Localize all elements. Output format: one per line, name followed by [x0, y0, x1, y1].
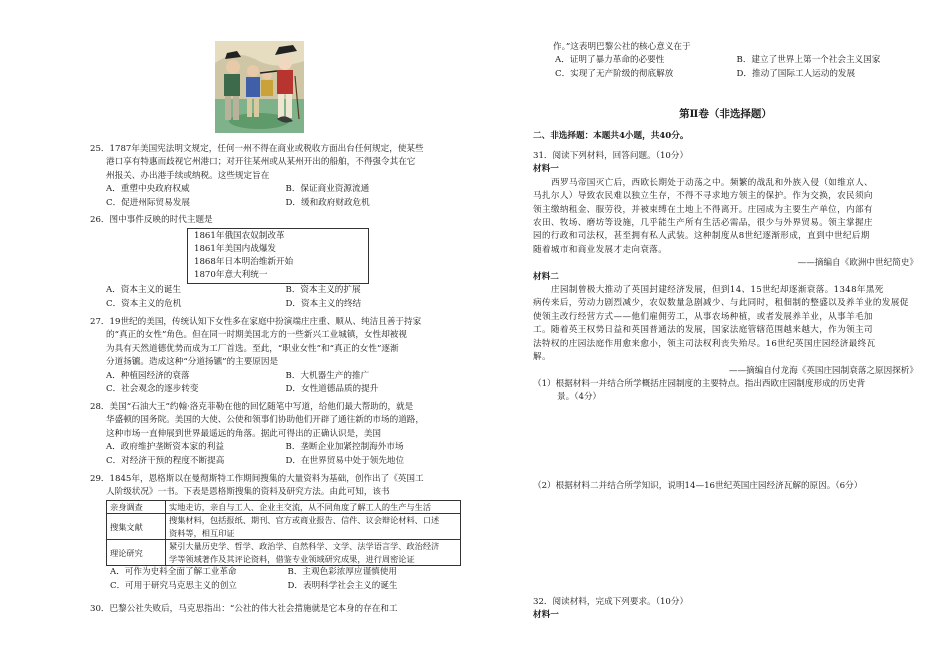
q31-stem: 31．阅读下列材料，回答问题。（10分） [533, 151, 689, 161]
table-row [107, 500, 461, 514]
material-line: 领主缴纳租金、服劳役，并被束缚在土地上不得离开。庄园成为主要生产单位，内部有 [533, 204, 873, 215]
table-cell-line: 紧引大量历史学、哲学、政治学、自然科学、文学、法学语言学、政治经济 [169, 541, 440, 552]
q27-option-d[interactable]: D．女性道德品质的提升 [285, 384, 379, 395]
table-cell-method: 搜集文献 [107, 514, 166, 540]
question-27 [90, 316, 465, 396]
q32-material-1-label: 材料一 [533, 610, 559, 621]
q31-material-2-source: ——摘编自付龙海《英国庄园制衰落之原因探析》 [728, 365, 918, 376]
material-line: 使领主改行经营方式——他们雇佣劳工，从事农场种植，或者发展养羊业，从事羊毛加 [533, 311, 873, 322]
q29-option-c[interactable]: C．可用于研究马克思主义的创立 [110, 580, 237, 591]
table-cell-line: 搜集材料，包括报纸、期刊、官方或商业报告、信件、议会辩论材料、口述 [169, 515, 440, 526]
q29-research-table [106, 500, 461, 567]
table-row [107, 540, 461, 566]
q31-material-1-source: ——摘编自《欧洲中世纪简史》 [797, 258, 918, 269]
q31-material-2-label: 材料二 [533, 271, 559, 282]
table-cell-method: 理论研究 [107, 540, 166, 566]
q32-stem: 32．阅读材料，完成下列要求。（10分） [533, 597, 689, 607]
q30-option-d[interactable]: D．推动了国际工人运动的发展 [736, 68, 856, 79]
table-cell-line: 资料等，相互印证 [169, 527, 235, 538]
q26-option-d[interactable]: D．资本主义的终结 [285, 298, 362, 309]
q27-option-c[interactable]: C．社会观念的逐步转变 [106, 384, 199, 395]
question-26 [90, 214, 465, 311]
q31-material-1 [533, 177, 918, 257]
table-cell-line: 实地走访，亲自与工人、企业主交流，从不同角度了解工人的生产与生活 [169, 501, 432, 512]
q26-event-box [187, 228, 369, 284]
question-32 [533, 596, 918, 623]
sub-question-line: （1）根据材料一并结合所学概括庄园制度的主要特点。指出西欧庄园制度形成的历史背 [533, 378, 866, 389]
q25-option-a[interactable]: A．重塑中央政府权威 [106, 184, 190, 195]
q26-event-2: 1861年美国内战爆发 [194, 244, 277, 255]
q26-event-4: 1870年意大利统一 [194, 270, 268, 281]
question-29 [90, 473, 465, 593]
material-line: 法特权的庄园法庭作用愈来愈小，领主司法权利丧失殆尽。16世纪英国庄园经济最终瓦 [533, 338, 876, 349]
q29-option-d[interactable]: D．表明科学社会主义的诞生 [287, 580, 398, 591]
q25-stem-line-1: 25．1787年美国宪法明文规定，任何一州不得在商业或税收方面出台任何规定，使某些 [90, 144, 424, 154]
material-line: 随着城市和商业发展才走向衰落。 [533, 244, 668, 255]
q25-option-d[interactable]: D．缓和政府财政危机 [285, 197, 370, 208]
q25-stem-line-3: 州报关、办出港手续或纳税。这些规定旨在 [106, 170, 270, 181]
q27-stem-line-4: 分道扬镳。造成这种“分道扬镳”的主要原因是 [106, 357, 279, 368]
table-cell-line: 学等领域著作及其评论资料，借鉴专业领域研究成果，进行周密论证 [169, 553, 415, 564]
q28-stem-line-3: 这种市场一直伸展到世界最遥远的角落。据此可得出的正确认识是，美国 [106, 428, 382, 439]
material-line: 西罗马帝国灭亡后，西欧长期处于动荡之中。频繁的战乱和外族入侵（如维京人、 [551, 177, 873, 188]
material-line: 解。 [533, 352, 551, 363]
material-line: 工。随着英王权势日益和英国普通法的发展，国家法庭管辖范围越来越大，作为领主司 [533, 325, 873, 336]
material-line: 农田、牧场、磨坊等设施，几乎能生产所有生活必需品，很少与外界贸易。领主掌握庄 [533, 218, 873, 229]
q26-option-c[interactable]: C．资本主义的危机 [106, 298, 182, 309]
question-30-continued [553, 41, 918, 81]
q26-option-b[interactable]: B．资本主义的扩展 [285, 285, 361, 296]
q27-option-b[interactable]: B．大机器生产的推广 [285, 370, 370, 381]
q28-option-c[interactable]: C．对经济干预的程度不断提高 [106, 455, 225, 466]
q29-stem-line-2: 人阶级状况》一书。下表是恩格斯搜集的资料及研究方法。由此可知，该书 [106, 487, 390, 498]
q29-stem-line-1: 29．1845年，恩格斯以在曼彻斯特工作期间搜集的大量资料为基础，创作出了《英国工 [90, 474, 424, 484]
q27-stem-line-2: 的“真正的女性”角色。但在同一时期美国北方的一些新兴工业城镇，女性却被视 [106, 330, 407, 341]
q25-option-c[interactable]: C．促进州际贸易发展 [106, 197, 190, 208]
table-cell-desc [166, 540, 461, 566]
table-cell-desc [166, 514, 461, 540]
table-cell-method: 亲身调查 [107, 500, 166, 514]
q28-stem-line-2: 华盛顿的国务院。美国的大使、公使和领事们协助他们开辟了通往新的市场的道路， [106, 415, 424, 426]
q26-stem: 26．图中事件反映的时代主题是 [90, 215, 213, 225]
q25-option-b[interactable]: B．保证商业资源流通 [285, 184, 370, 195]
question-31 [533, 150, 918, 405]
section-instructions: 二、非选择题：本题共4小题，共40分。 [533, 131, 689, 141]
q30-option-b[interactable]: B．建立了世界上第一个社会主义国家 [736, 55, 881, 66]
q27-stem-line-1: 27．19世纪的美国，传统认知下女性多在家庭中扮演端庄庄重、顺从、纯洁且善于持家 [90, 317, 422, 327]
q28-option-a[interactable]: A．政府维护垄断资本家的利益 [106, 442, 224, 453]
material-line: 病传来后，劳动力剧烈减少，农奴数量急剧减少、与此同时，租佃制的整盛以及养羊业的发展促 [533, 298, 909, 309]
q27-stem-line-3: 为具有天然道德优势而成为工厂首选。至此，“职业女性”和“真正的女性”逐渐 [106, 343, 399, 354]
question-25 [90, 143, 465, 210]
q30-option-c[interactable]: C．实现了无产阶级的彻底解放 [555, 68, 674, 79]
q30-option-a[interactable]: A．证明了暴力革命的必要性 [555, 55, 665, 66]
q29-option-a[interactable]: A．可作为史料全面了解工业革命 [110, 567, 237, 578]
q26-event-3: 1868年日本明治维新开始 [194, 257, 294, 268]
q31-sub-question-1 [533, 378, 918, 405]
q31-sub-question-2: （2）根据材料二并结合所学知识，说明14—16世纪英国庄园经济瓦解的原因。（6分） [533, 481, 863, 491]
q28-stem-line-1: 28．美国“石油大王”约翰·洛克菲勒在他的回忆随笔中写道，给他们最大帮助的，就是 [90, 402, 414, 412]
q28-option-b[interactable]: B．垄断企业加紧控制海外市场 [285, 442, 404, 453]
section-title: 第Ⅱ卷（非选择题） [679, 108, 772, 120]
sub-question-line: 景。（4分） [557, 392, 602, 403]
q29-option-b[interactable]: B．主观色彩浓厚应谨慎使用 [287, 567, 397, 578]
material-line: 马扎尔人）导致农民难以独立生存，不得不寻求地方领主的保护。作为交换，农民须向 [533, 191, 873, 202]
question-30 [90, 603, 465, 616]
material-line: 园的行政和司法权，甚至拥有私人武装。这种制度从8世纪逐渐形成，直到中世纪后期 [533, 231, 870, 242]
question-28 [90, 401, 465, 468]
q26-option-a[interactable]: A．资本主义的诞生 [106, 285, 181, 296]
historical-cartoon-image [215, 41, 304, 133]
q31-material-2 [533, 284, 918, 364]
q31-material-1-label: 材料一 [533, 164, 559, 175]
q30-stem-continued: 作。”这表明巴黎公社的核心意义在于 [553, 42, 691, 52]
table-cell-desc [166, 500, 461, 514]
q28-option-d[interactable]: D．在世界贸易中处于领先地位 [285, 455, 405, 466]
q26-event-1: 1861年俄国农奴制改革 [194, 231, 285, 242]
q30-stem: 30．巴黎公社失败后，马克思指出：“公社的伟大社会措施就是它本身的存在和工 [90, 604, 398, 614]
q27-option-a[interactable]: A．种植园经济的衰落 [106, 370, 190, 381]
q25-stem-line-2: 港口享有特惠而歧视它州港口；对开往某州或从某州开出的船舶，不得强令其在它 [106, 157, 416, 168]
material-line: 庄园制曾极大推动了英国封建经济发展，但到14、15世纪却逐渐衰落。1348年黑死 [551, 285, 884, 296]
table-row [107, 514, 461, 540]
